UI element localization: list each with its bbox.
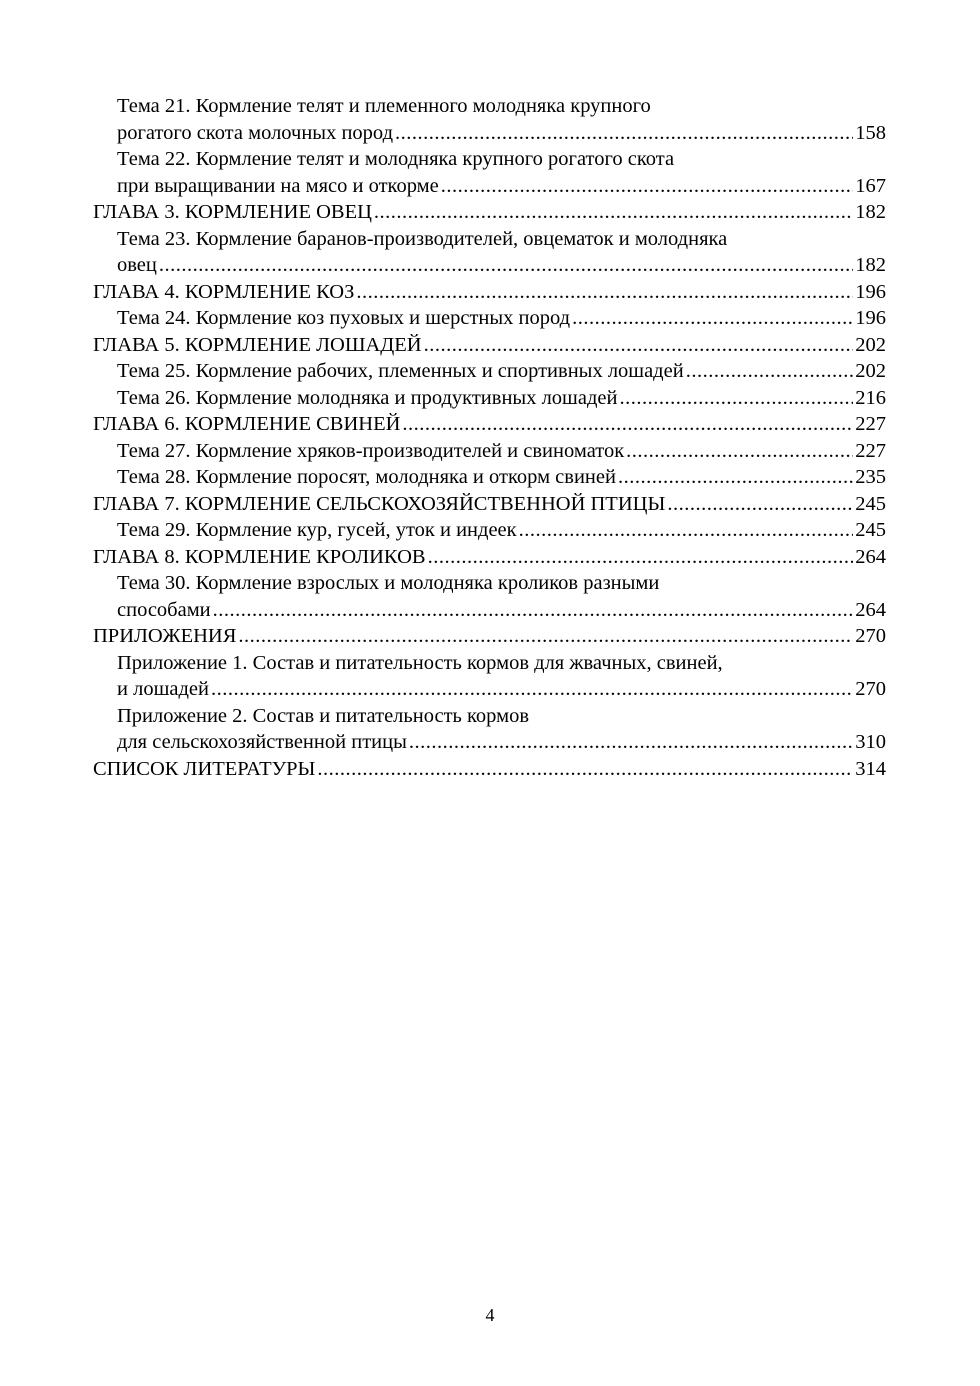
toc-entry-page: 182 [855,254,886,276]
toc-entry-topic-27[interactable] [93,438,886,465]
toc-entry-title-end: способами [117,598,211,621]
toc-entry-title: СПИСОК ЛИТЕРАТУРЫ [93,757,316,780]
dot-leader [356,279,853,306]
toc-entry-page: 270 [855,678,886,700]
dot-leader [238,623,853,650]
toc-entry-chapter-3[interactable] [93,199,886,226]
toc-entry-title: Тема 27. Кормление хряков-производителей и свиноматок [117,439,625,462]
toc-entry-topic-30[interactable] [93,570,886,623]
toc-entry-page: 182 [855,201,886,223]
toc-entry-topic-25[interactable] [93,358,886,385]
dot-leader [409,729,853,756]
toc-entry-page: 270 [855,625,886,647]
toc-entry-title-line: Приложение 2. Состав и питательность кормов [117,704,530,727]
toc-entry-page: 202 [855,333,886,356]
toc-entry-page: 314 [855,757,886,780]
toc-entry-chapter-6[interactable] [93,411,886,438]
dot-leader [686,358,854,385]
toc-entry-title: ГЛАВА 4. КОРМЛЕНИЕ КОЗ [93,280,355,303]
toc-entry-chapter-7[interactable] [93,491,886,518]
toc-entry-title-line: Тема 30. Кормление взрослых и молодняка кроликов разными [117,572,660,594]
table-of-contents [93,93,886,782]
toc-entry-chapter-8[interactable] [93,544,886,571]
toc-entry-page: 196 [855,307,886,329]
toc-entry-topic-26[interactable] [93,385,886,412]
toc-entry-title-line: Тема 21. Кормление телят и племенного молодняка крупного [117,95,651,117]
dot-leader [428,544,854,571]
toc-entry-title-end: при выращивании на мясо и откорме [117,174,439,197]
toc-entry-topic-21[interactable] [93,93,886,146]
toc-entry-title-line: Приложение 1. Состав и питательность кормов для жвачных, свиней, [117,651,723,674]
dot-leader [572,305,853,332]
toc-entry-page: 235 [855,466,886,488]
toc-entry-topic-22[interactable] [93,146,886,199]
toc-entry-title: ГЛАВА 8. КОРМЛЕНИЕ КРОЛИКОВ [93,545,426,568]
dot-leader [441,173,854,200]
dot-leader [317,756,853,783]
dot-leader [626,438,853,465]
toc-entry-title: Тема 28. Кормление поросят, молодняка и откорм свиней [117,466,616,488]
toc-entry-title: ГЛАВА 7. КОРМЛЕНИЕ СЕЛЬСКОХОЗЯЙСТВЕННОЙ ПТИЦЫ [93,492,666,515]
toc-entry-topic-23[interactable] [93,226,886,279]
toc-entry-appendices[interactable] [93,623,886,650]
dot-leader [374,199,853,226]
toc-entry-title: ПРИЛОЖЕНИЯ [93,625,237,647]
toc-entry-topic-24[interactable] [93,305,886,332]
toc-entry-page: 202 [855,360,886,382]
toc-entry-topic-29[interactable] [93,517,886,544]
dot-leader [159,252,853,279]
toc-entry-page: 264 [855,545,886,568]
toc-entry-page: 264 [855,598,886,621]
toc-entry-title: Тема 26. Кормление молодняка и продуктивных лошадей [117,386,618,409]
page-number: 4 [485,1305,495,1325]
toc-entry-chapter-5[interactable] [93,332,886,359]
dot-leader [211,676,853,703]
dot-leader [618,464,853,491]
toc-entry-page: 216 [855,386,886,409]
toc-entry-title: ГЛАВА 3. КОРМЛЕНИЕ ОВЕЦ [93,201,372,223]
toc-entry-page: 227 [855,439,886,462]
toc-entry-page: 196 [855,280,886,303]
toc-entry-title-end: и лошадей [117,678,209,700]
toc-entry-chapter-4[interactable] [93,279,886,306]
dot-leader [213,597,854,624]
toc-entry-title-end: для сельскохозяйственной птицы [117,731,407,753]
dot-leader [395,120,853,147]
dot-leader [519,517,854,544]
toc-entry-title: Тема 24. Кормление коз пуховых и шерстных пород [117,307,571,329]
dot-leader [619,385,853,412]
toc-entry-title: Тема 29. Кормление кур, гусей, уток и индеек [117,519,517,541]
toc-entry-references[interactable] [93,756,886,783]
toc-entry-page: 310 [855,731,886,753]
toc-entry-page: 245 [855,519,886,541]
toc-entry-title: ГЛАВА 6. КОРМЛЕНИЕ СВИНЕЙ [93,413,401,435]
toc-entry-title-line: Тема 23. Кормление баранов-производителей, овцематок и молодняка [117,227,728,250]
toc-entry-page: 167 [855,174,886,197]
toc-entry-title: ГЛАВА 5. КОРМЛЕНИЕ ЛОШАДЕЙ [93,333,422,356]
toc-entry-page: 158 [855,121,886,144]
toc-entry-appendix-2[interactable] [93,703,886,756]
toc-entry-appendix-1[interactable] [93,650,886,703]
toc-entry-topic-28[interactable] [93,464,886,491]
toc-entry-page: 245 [855,492,886,515]
dot-leader [402,411,853,438]
toc-entry-title-end: рогатого скота молочных пород [117,121,394,144]
dot-leader [424,332,854,359]
toc-entry-page: 227 [855,413,886,435]
dot-leader [667,491,853,518]
toc-entry-title: Тема 25. Кормление рабочих, племенных и спортивных лошадей [117,360,684,382]
toc-entry-title-line: Тема 22. Кормление телят и молодняка крупного рогатого скота [117,148,675,170]
toc-entry-title-end: овец [117,254,157,276]
